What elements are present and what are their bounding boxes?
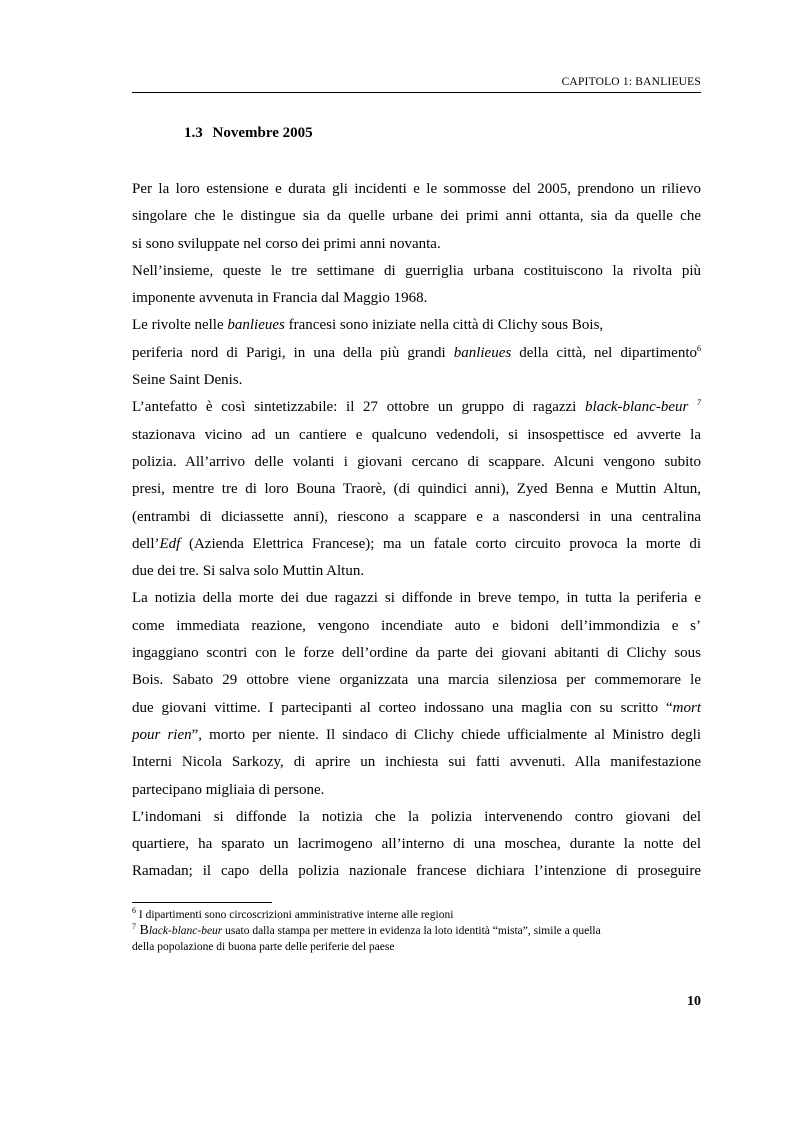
footnote-6: $^6$ I dipartimenti sono circoscrizioni amministrative interne alle regioni [132,906,454,921]
body-text [132,176,701,886]
text-line: polizia. All’arrivo delle volanti i giovani cercano di scappare. Alcuni vengono subito [132,453,701,470]
text-line: si sono sviluppate nel corso dei primi anni novanta. [132,235,441,252]
text-line: L’antefatto è così sintetizzabile: il 27 ottobre un gruppo di ragazzi black-blanc-beur $^7$ [132,398,701,416]
text-line: singolare che le distingue sia da quelle urbane dei primi anni ottanta, sia da quelle che [132,208,701,225]
page-number: 10 [687,994,701,1009]
text-line: periferia nord di Parigi, in una della più grandi banlieues della città, nel dipartimento$^6$ [132,343,702,361]
footnote-ref[interactable]: 6 [697,343,702,353]
section-title: Novembre 2005 [212,125,313,141]
text-line: Nell’insieme, queste le tre settimane di guerriglia urbana costituiscono la rivolta più [132,262,701,279]
text-line: due giovani vittime. I partecipanti al corteo indossano una maglia con su scritto “mort [132,699,701,716]
text-line: presi, mentre tre di loro Bouna Traorè, (di quindici anni), Zyed Benna e Muttin Altun, [132,481,701,498]
text-line: Per la loro estensione e durata gli incidenti e le sommosse del 2005, prendono un rilievo [132,181,701,197]
text-line: Seine Saint Denis. [132,372,243,389]
footnote-ref[interactable]: 7 [697,398,701,408]
text-line: dell’Edf (Azienda Elettrica Francese); ma un fatale corto circuito provoca la morte di [132,535,701,552]
text-line: come immediata reazione, vengono incendiate auto e bidoni dell’immondizia e s’ [132,617,701,634]
text-line: stazionava vicino ad un cantiere e qualcuno vedendoli, si insospettisce ed avverte la [132,426,701,443]
text-line: due dei tre. Si salva solo Muttin Altun. [132,563,365,580]
text-line: ingaggiano scontri con le forze dell’ordine da parte dei giovani abitanti di Clichy sous [132,645,701,662]
footnotes [132,907,701,955]
text-line: Ramadan; il capo della polizia nazionale francese dichiara l’intenzione di proseguire [132,863,701,880]
text-line: Interni Nicola Sarkozy, di aprire un inchiesta sui fatti avvenuti. Alla manifestazione [132,754,701,771]
text-line: Le rivolte nelle banlieues francesi sono iniziate nella città di Clichy sous Bois, [132,317,604,334]
text-line: quartiere, ha sparato un lacrimogeno all’interno di una moschea, durante la notte del [132,836,701,853]
footnote-7-continued: della popolazione di buona parte delle periferie del paese [132,941,395,953]
text-line: Bois. Sabato 29 ottobre viene organizzata una marcia silenziosa per commemorare le [132,672,701,689]
running-header: CAPITOLO 1: BANLIEUES [561,76,701,88]
section-heading [184,125,313,142]
text-line: imponente avvenuta in Francia dal Maggio 1968. [132,290,428,307]
footnote-rule [132,902,272,903]
section-number: 1.3 [184,125,203,141]
text-line: (entrambi di diciassette anni), riescono a scappare e a nascondersi in una centralina [132,508,701,525]
footnote-7: $^7$ Black-blanc-beur usato dalla stampa per mettere in evidenza la loto identità “mista”, simile a quella [132,922,601,938]
text-line: L’indomani si diffonde la notizia che la polizia intervenendo contro giovani del [132,808,701,825]
text-line: La notizia della morte dei due ragazzi si diffonde in breve tempo, in tutta la periferia e [132,590,701,607]
header-rule [132,92,701,93]
text-line: partecipano migliaia di persone. [132,781,325,798]
text-line: pour rien”, morto per niente. Il sindaco di Clichy chiede ufficialmente al Ministro degli [132,726,701,743]
